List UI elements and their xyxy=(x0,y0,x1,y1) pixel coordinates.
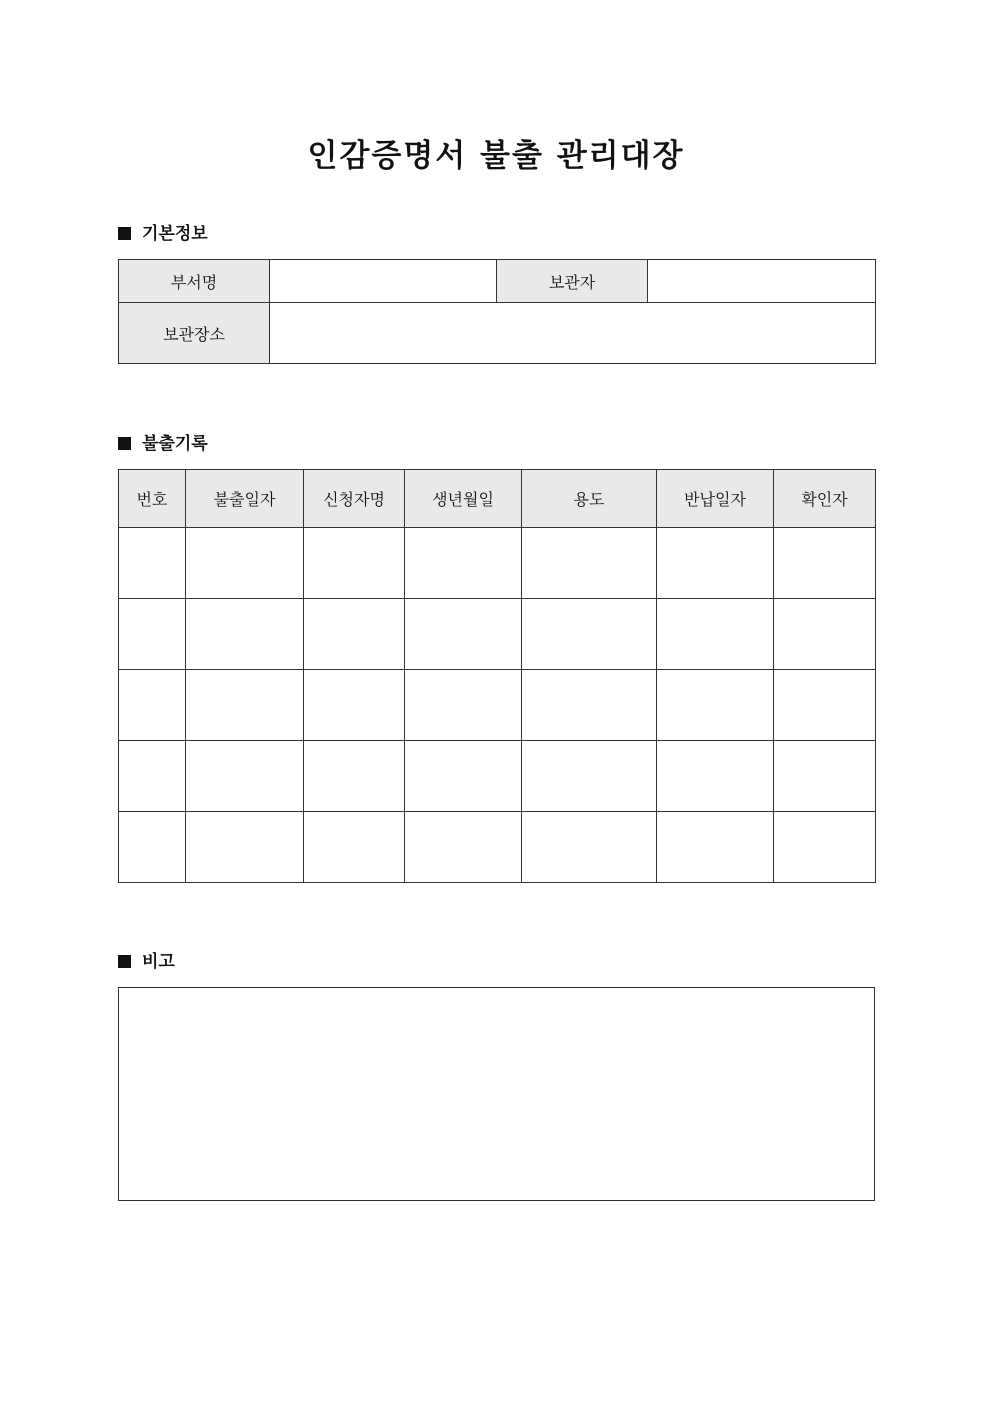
column-header-birth-date: 생년월일 xyxy=(405,470,522,528)
table-row xyxy=(119,599,876,670)
column-header-purpose: 용도 xyxy=(522,470,657,528)
record-cell[interactable] xyxy=(657,528,774,599)
column-header-number: 번호 xyxy=(119,470,186,528)
record-cell[interactable] xyxy=(522,528,657,599)
record-cell[interactable] xyxy=(119,528,186,599)
section-heading-label: 불출기록 xyxy=(142,434,208,454)
record-cell[interactable] xyxy=(304,812,405,883)
record-cell[interactable] xyxy=(522,599,657,670)
section-heading-basic-info xyxy=(118,221,208,247)
record-cell[interactable] xyxy=(657,599,774,670)
department-label: 부서명 xyxy=(119,260,270,303)
record-cell[interactable] xyxy=(774,528,876,599)
record-cell[interactable] xyxy=(304,741,405,812)
records-header-row xyxy=(119,470,876,528)
custodian-field[interactable] xyxy=(648,260,876,303)
basic-info-row xyxy=(119,260,876,303)
record-cell[interactable] xyxy=(522,741,657,812)
record-cell[interactable] xyxy=(657,741,774,812)
record-cell[interactable] xyxy=(119,670,186,741)
record-cell[interactable] xyxy=(186,670,304,741)
square-bullet-icon xyxy=(118,955,131,968)
record-cell[interactable] xyxy=(405,599,522,670)
custodian-label: 보관자 xyxy=(497,260,648,303)
record-cell[interactable] xyxy=(405,812,522,883)
remarks-field[interactable] xyxy=(118,987,875,1201)
record-cell[interactable] xyxy=(774,599,876,670)
record-cell[interactable] xyxy=(522,812,657,883)
record-cell[interactable] xyxy=(304,599,405,670)
record-cell[interactable] xyxy=(119,599,186,670)
column-header-verifier: 확인자 xyxy=(774,470,876,528)
section-heading-label: 비고 xyxy=(142,952,175,972)
record-cell[interactable] xyxy=(657,670,774,741)
table-row xyxy=(119,670,876,741)
record-cell[interactable] xyxy=(774,741,876,812)
column-header-release-date: 불출일자 xyxy=(186,470,304,528)
section-heading-label: 기본정보 xyxy=(142,224,208,244)
table-row xyxy=(119,528,876,599)
basic-info-table xyxy=(118,259,876,364)
table-row xyxy=(119,812,876,883)
record-cell[interactable] xyxy=(405,528,522,599)
record-cell[interactable] xyxy=(186,528,304,599)
location-field[interactable] xyxy=(270,303,876,364)
basic-info-row xyxy=(119,303,876,364)
record-cell[interactable] xyxy=(119,812,186,883)
record-cell[interactable] xyxy=(119,741,186,812)
record-cell[interactable] xyxy=(304,528,405,599)
section-heading-records xyxy=(118,431,208,457)
record-cell[interactable] xyxy=(304,670,405,741)
square-bullet-icon xyxy=(118,437,131,450)
records-table xyxy=(118,469,876,883)
record-cell[interactable] xyxy=(657,812,774,883)
record-cell[interactable] xyxy=(186,599,304,670)
record-cell[interactable] xyxy=(405,670,522,741)
square-bullet-icon xyxy=(118,227,131,240)
section-heading-remarks xyxy=(118,949,175,975)
record-cell[interactable] xyxy=(186,812,304,883)
column-header-applicant-name: 신청자명 xyxy=(304,470,405,528)
record-cell[interactable] xyxy=(522,670,657,741)
record-cell[interactable] xyxy=(774,670,876,741)
table-row xyxy=(119,741,876,812)
record-cell[interactable] xyxy=(405,741,522,812)
page-title: 인감증명서 불출 관리대장 xyxy=(307,138,685,174)
record-cell[interactable] xyxy=(186,741,304,812)
record-cell[interactable] xyxy=(774,812,876,883)
column-header-return-date: 반납일자 xyxy=(657,470,774,528)
department-field[interactable] xyxy=(270,260,497,303)
location-label: 보관장소 xyxy=(119,303,270,364)
